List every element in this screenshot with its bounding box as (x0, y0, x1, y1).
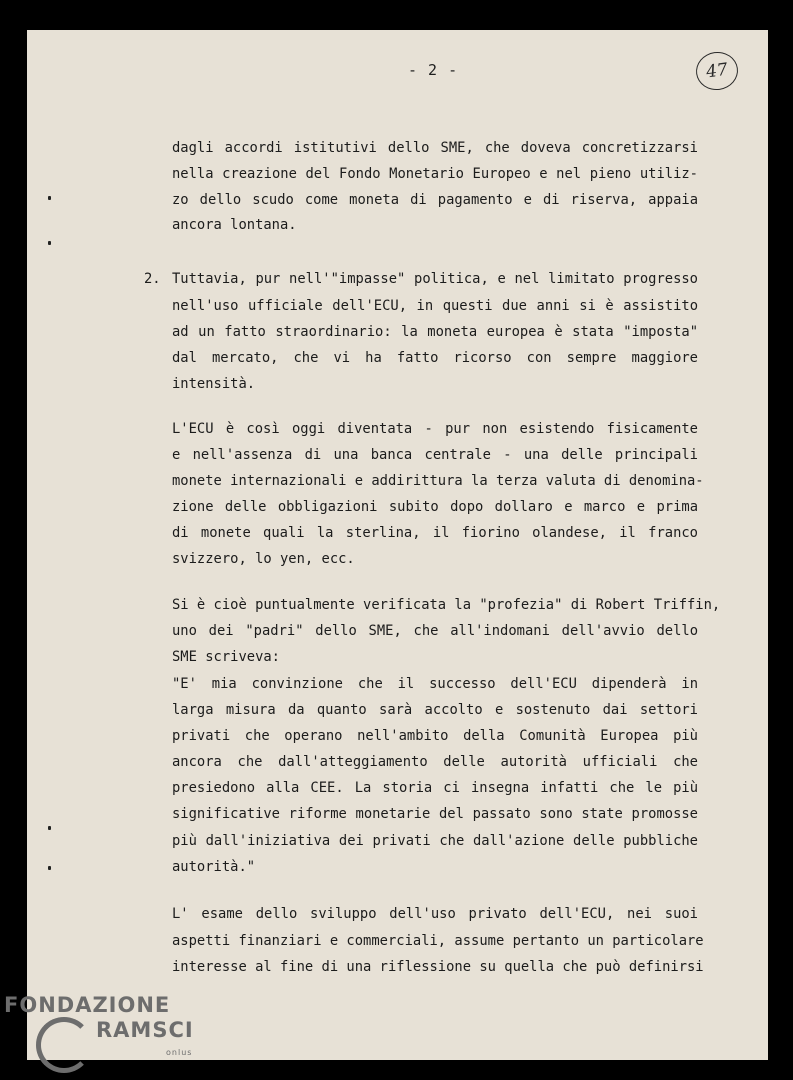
text-line: intensità. (172, 376, 256, 392)
text-line: interesse al fine di una riflessione su quella che può definirsi (172, 959, 704, 975)
text-line: monete internazionali e addirittura la terza valuta di denomina- (172, 473, 704, 489)
text-line: dagli accordi istitutivi dello SME, che doveva concretizzarsi (172, 140, 698, 156)
text-line: svizzero, lo yen, ecc. (172, 551, 355, 567)
text-line: di monete quali la sterlina, il fiorino olandese, il franco (172, 525, 698, 541)
margin-mark (48, 866, 51, 870)
text-line: zo dello scudo come moneta di pagamento e di riserva, appaia (172, 192, 698, 208)
text-line: Si è cioè puntualmente verificata la "profezia" di Robert Triffin, (172, 597, 721, 613)
text-line: aspetti finanziari e commerciali, assume pertanto un particolare (172, 933, 704, 949)
text-line: presiedono alla CEE. La storia ci insegna infatti che le più (172, 780, 698, 796)
text-line: ancora che dall'atteggiamento delle autorità ufficiali che (172, 754, 698, 770)
margin-mark (48, 241, 51, 245)
fondazione-gramsci-watermark (4, 993, 194, 1057)
watermark-line-3: onlus (166, 1048, 193, 1057)
text-line: zione delle obbligazioni subito dopo dollaro e marco e prima (172, 499, 698, 515)
text-line: L' esame dello sviluppo dell'uso privato dell'ECU, nei suoi (172, 906, 698, 922)
text-line: nella creazione del Fondo Monetario Europeo e nel pieno utiliz- (172, 166, 698, 182)
text-line: "E' mia convinzione che il successo dell'ECU dipenderà in (172, 676, 698, 692)
margin-mark (48, 826, 51, 830)
text-line: larga misura da quanto sarà accolto e sostenuto dai settori (172, 702, 698, 718)
gramsci-g-logo (36, 1017, 92, 1073)
text-line: L'ECU è così oggi diventata - pur non esistendo fisicamente (172, 421, 698, 437)
watermark-line-1: FONDAZIONE (4, 993, 171, 1017)
text-line: significative riforme monetarie del passato sono state promosse (172, 806, 698, 822)
text-line: privati che operano nell'ambito della Comunità Europea più (172, 728, 698, 744)
item-number: 2. (144, 271, 161, 287)
text-line: uno dei "padri" dello SME, che all'indomani dell'avvio dello (172, 623, 698, 639)
text-line: nell'uso ufficiale dell'ECU, in questi due anni si è assistito (172, 298, 698, 314)
text-line: più dall'iniziativa dei privati che dall'azione delle pubbliche (172, 833, 698, 849)
text-line: ad un fatto straordinario: la moneta europea è stata "imposta" (172, 324, 698, 340)
page-number: - 2 - (408, 61, 459, 79)
text-line: Tuttavia, pur nell'"impasse" politica, e nel limitato progresso (172, 271, 698, 287)
text-line: SME scriveva: (172, 649, 280, 665)
handwritten-page-annotation: 47 (694, 49, 741, 92)
text-line: e nell'assenza di una banca centrale - una delle principali (172, 447, 698, 463)
text-line: dal mercato, che vi ha fatto ricorso con sempre maggiore (172, 350, 698, 366)
text-line: autorità." (172, 859, 256, 875)
margin-mark (48, 196, 51, 200)
watermark-line-2: RAMSCI (96, 1018, 194, 1042)
text-line: ancora lontana. (172, 217, 297, 233)
